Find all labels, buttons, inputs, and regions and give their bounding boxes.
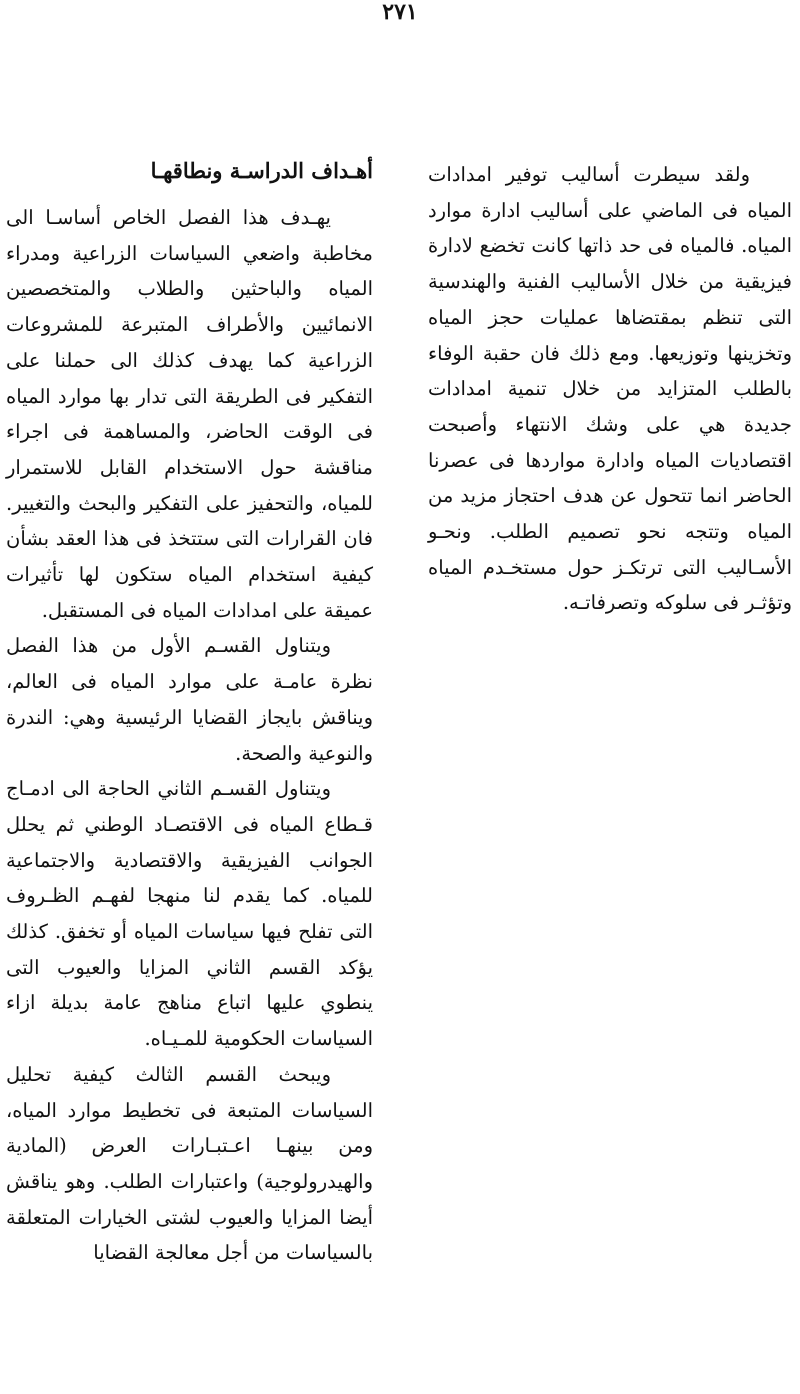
- page-number: ٢٧١: [382, 0, 418, 25]
- section-heading: أهـداف الدراسـة ونطاقهـا: [150, 158, 373, 183]
- right-column: [428, 157, 792, 621]
- left-column-paragraph-2: ويتناول القسـم الأول من هذا الفصل نظرة عامـة على موارد المياه فى العالم، ويناقش بايجاز القضايا الرئيسية وهي: الندرة والنوعية والصحة.: [6, 634, 373, 765]
- right-column-paragraph: ولقد سيطرت أساليب توفير امدادات المياه فى الماضي على أساليب ادارة موارد المياه. فالمياه فى حد ذاتها كانت تخضع لادارة فيزيقية من خلال الأساليب الفنية والهندسية التى تنظم بمقتضاها عمليات حجز المياه وتخزينها وتوزيعها. ومع ذلك فان حقبة الوفاء بالطلب المتزايد من خلال تنمية امدادات جديدة هي على وشك الانتهاء وأصبحت اقتصاديات المياه وادارة مواردها فى عصرنا الحاضر انما تتحول عن هدف احتجاز مزيد من المياه وتتجه نحو تصميم الطلب. ونحـو الأسـاليب التى ترتكـز حول مستخـدم المياه وتؤثـر فى سلوكه وتصرفاتـه.: [428, 163, 792, 615]
- left-column-paragraph-4: ويبحث القسم الثالث كيفية تحليل السياسات المتبعة فى تخطيط موارد المياه، ومن بينهـا اعـتبـارات العرض (المادية والهيدرولوجية) واعتبارات الطلب. وهو يناقش أيضا المزايا والعيوب لشتى الخيارات المتعلقة بالسياسات من أجل معالجة القضايا: [6, 1062, 373, 1265]
- left-column-paragraph-1: يهـدف هذا الفصل الخاص أساسـا الى مخاطبة واضعي السياسات الزراعية ومدراء المياه والباحثين والطلاب والمتخصصين الانمائيين والأطراف المتبرعة للمشروعات الزراعية كما يهدف كذلك الى حملنا على التفكير فى الطريقة التى تدار بها موارد المياه فى الوقت الحاضر، والمساهمة فى اجراء مناقشة حول الاستخدام القابل للاستمرار للمياه، والتحفيز على التفكير والبحث والتغيير. فان القرارات التى ستتخذ فى هذا العقد بشأن كيفية استخدام المياه ستكون لها تأثيرات عميقة على امدادات المياه فى المستقبل.: [6, 206, 373, 622]
- left-column-paragraph-3: ويتناول القسـم الثاني الحاجة الى ادمـاج قـطاع المياه فى الاقتصـاد الوطني ثم يحلل الجوانب الفيزيقية والاقتصادية والاجتماعية للمياه. كما يقدم لنا منهجا لفهـم الظـروف التى تفلح فيها سياسات المياه أو تخفق. كذلك يؤكد القسم الثاني المزايا والعيوب التى ينطوي عليها اتباع مناهج عامة بديلة ازاء السياسات الحكومية للمـيـاه.: [6, 777, 373, 1051]
- left-column: [6, 154, 373, 1271]
